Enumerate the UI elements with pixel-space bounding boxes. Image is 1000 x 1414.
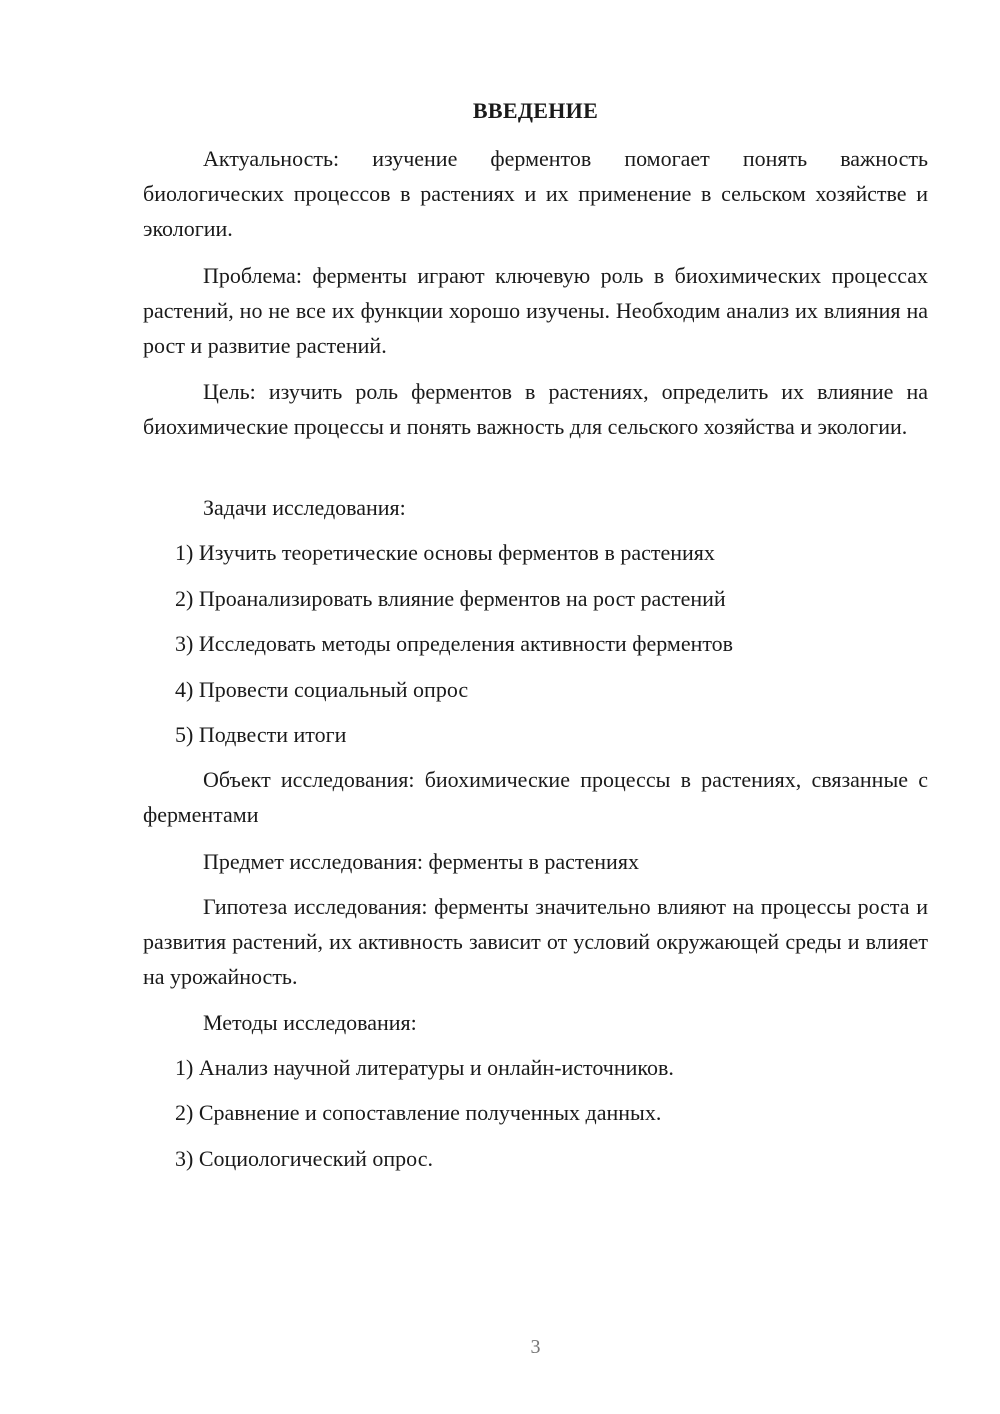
task-item: 2) Проанализировать влияние ферментов на рост растений [175, 586, 726, 611]
task-item: 3) Исследовать методы определения активности ферментов [175, 631, 734, 656]
goal-paragraph: Цель: изучить роль ферментов в растениях, определить их влияние на биохимические процессы и понять важность для сельского хозяйства и экологии. [143, 379, 928, 439]
task-item: 5) Подвести итоги [175, 722, 347, 747]
method-item: 1) Анализ научной литературы и онлайн-источников. [175, 1055, 674, 1080]
method-item: 2) Сравнение и сопоставление полученных данных. [175, 1100, 662, 1125]
methods-title: Методы исследования: [203, 1010, 417, 1035]
problem-paragraph: Проблема: ферменты играют ключевую роль в биохимических процессах растений, но не все их функции хорошо изучены. Необходим анализ их влияния на рост и развитие растений. [143, 263, 928, 358]
method-item: 3) Социологический опрос. [175, 1146, 433, 1171]
tasks-title: Задачи исследования: [203, 495, 406, 520]
task-item: 1) Изучить теоретические основы ферментов в растениях [175, 540, 715, 565]
page-number: 3 [530, 1336, 541, 1358]
section-heading: ВВЕДЕНИЕ [472, 98, 599, 123]
task-item: 4) Провести социальный опрос [175, 677, 469, 702]
subject-paragraph: Предмет исследования: ферменты в растениях [203, 849, 639, 874]
hypothesis-paragraph: Гипотеза исследования: ферменты значительно влияют на процессы роста и развития растений, их активность зависит от условий окружающей среды и влияет на урожайность. [143, 894, 928, 989]
relevance-paragraph: Актуальность: изучение ферментов помогает понять важность биологических процессов в растениях и их применение в сельском хозяйстве и экологии. [143, 146, 928, 241]
object-paragraph: Объект исследования: биохимические процессы в растениях, связанные с ферментами [143, 767, 928, 827]
document-page [143, 0, 928, 1414]
